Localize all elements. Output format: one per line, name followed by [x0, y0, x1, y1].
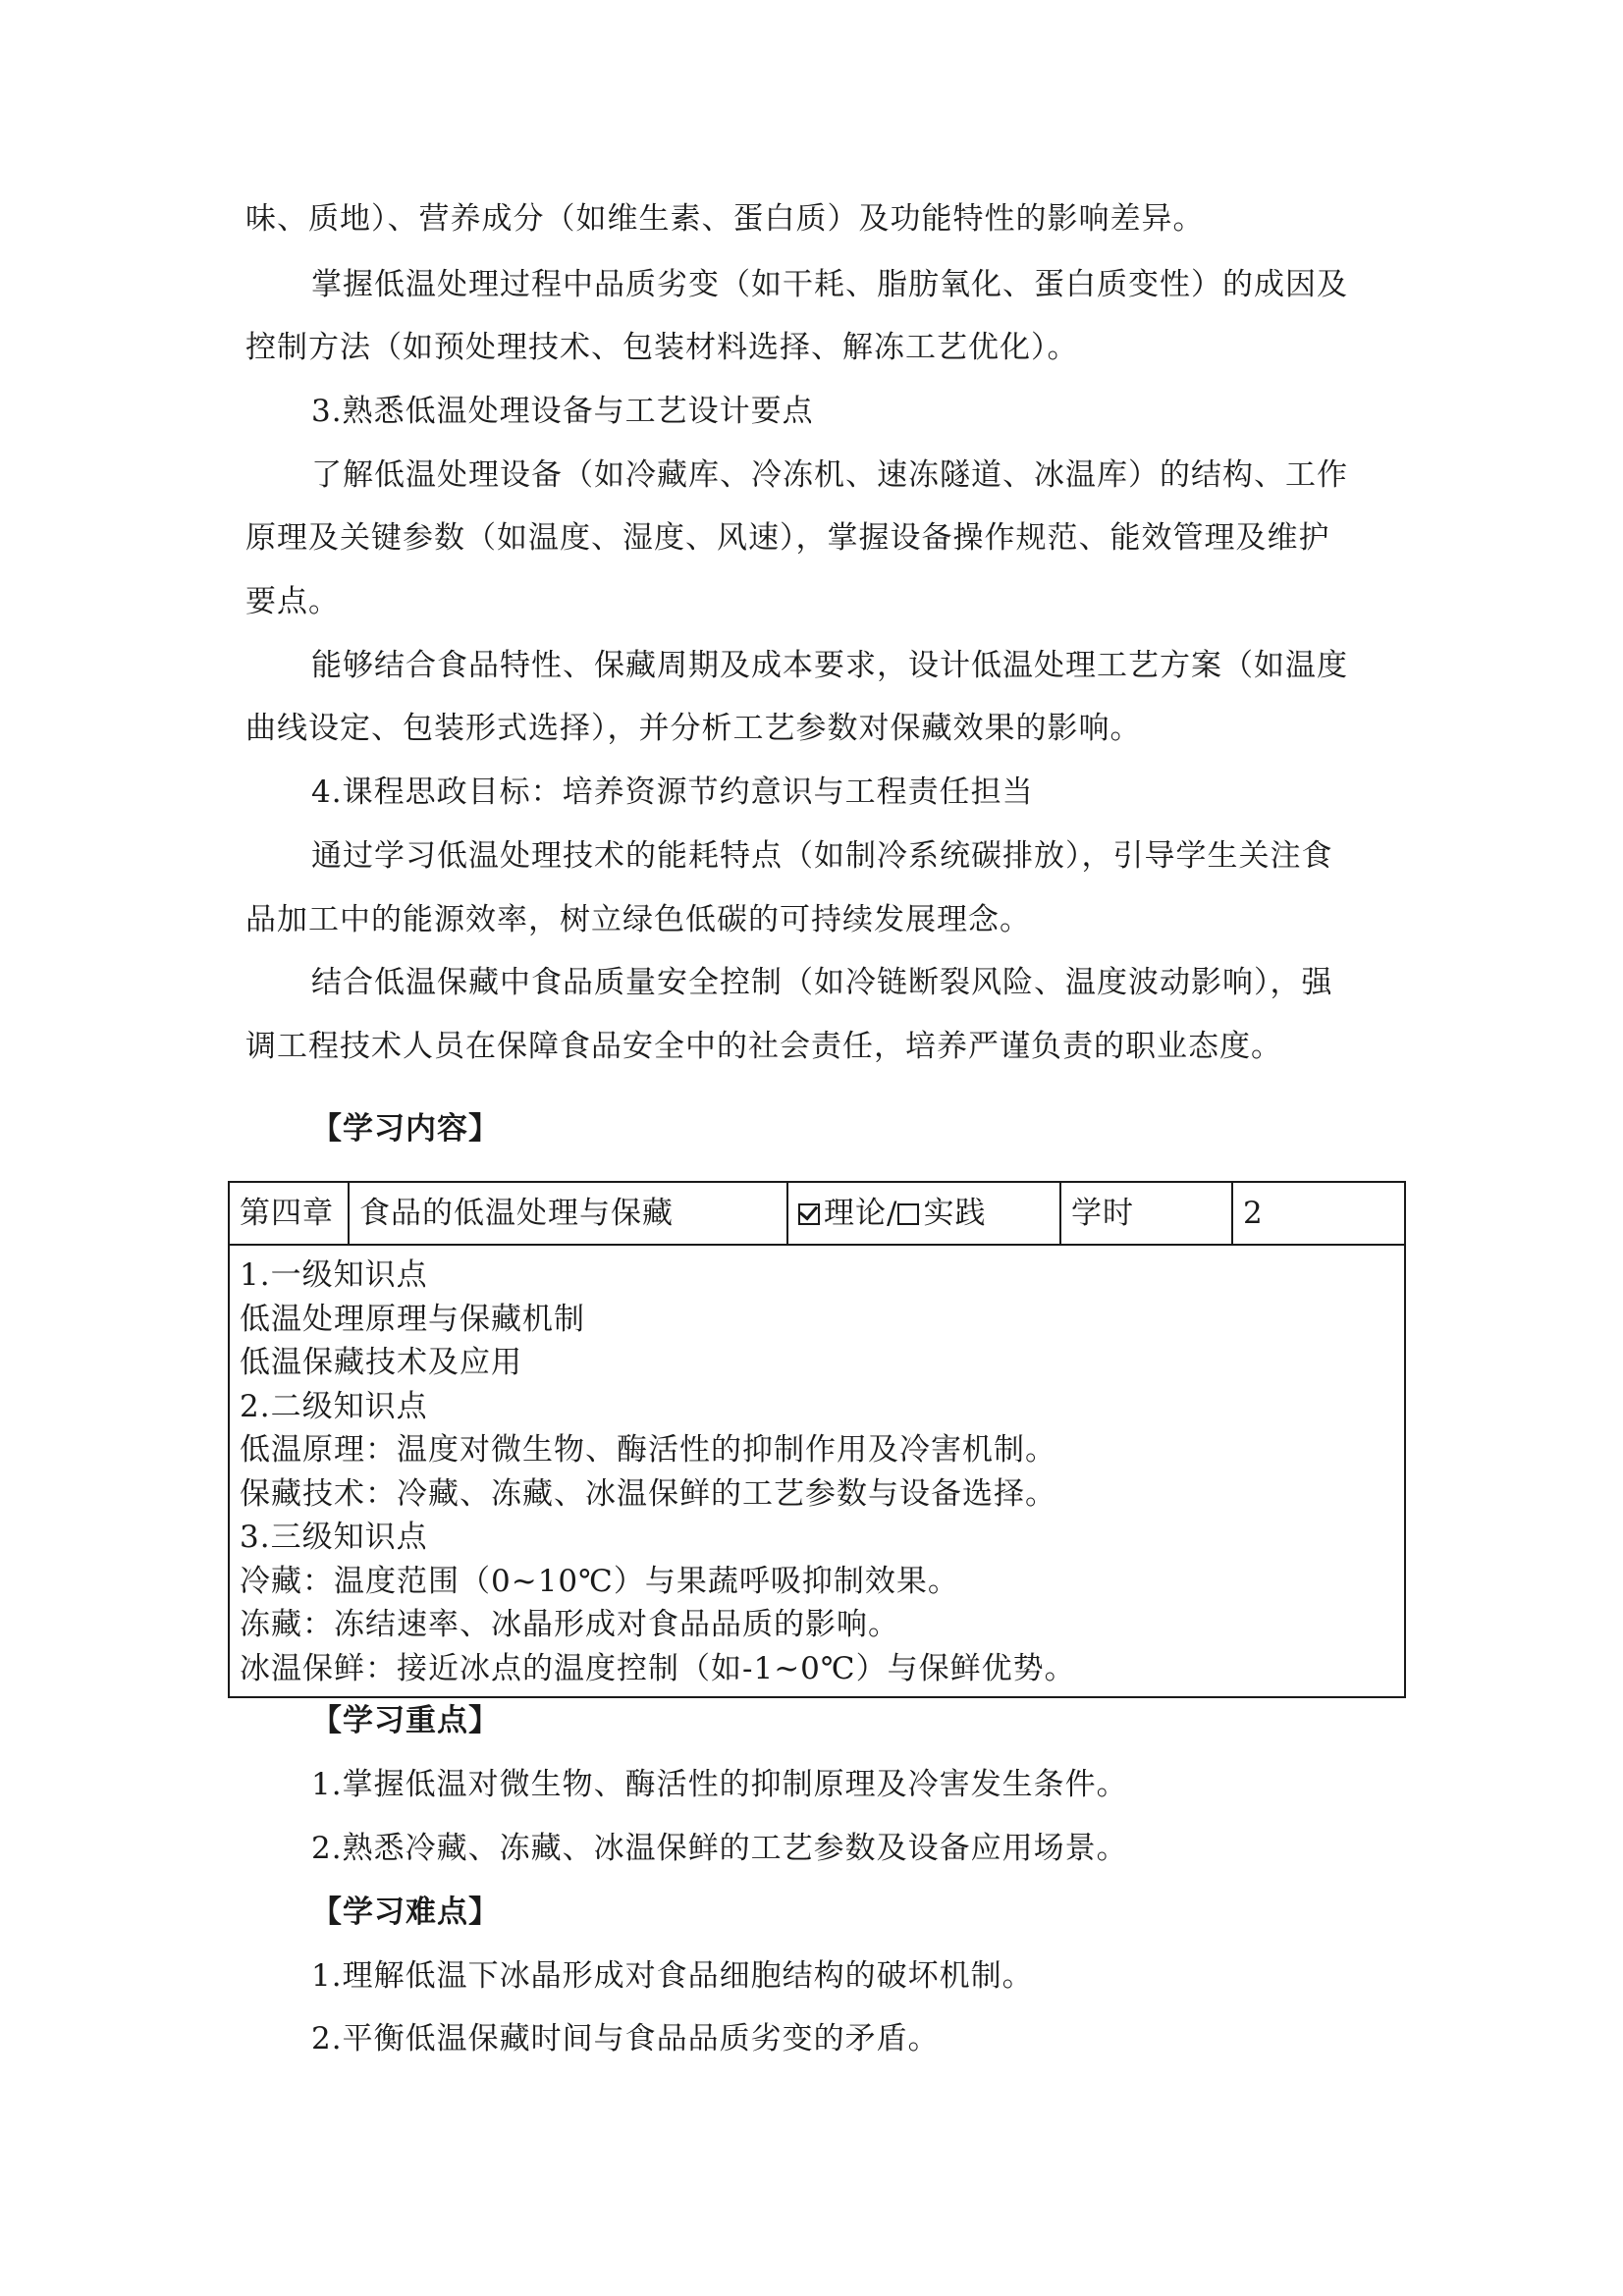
content-line: 保藏技术：冷藏、冻藏、冰温保鲜的工艺参数与设备选择。 — [240, 1475, 1056, 1512]
content-line: 低温原理：温度对微生物、酶活性的抑制作用及冷害机制。 — [240, 1432, 1056, 1468]
content-line: 1.一级知识点 — [240, 1257, 428, 1293]
key-point-item: 2.熟悉冷藏、冻藏、冰温保鲜的工艺参数及设备应用场景。 — [311, 1831, 1128, 1866]
paragraph-line: 原理及关键参数（如温度、湿度、风速），掌握设备操作规范、能效管理及维护 — [245, 520, 1330, 556]
paragraph-line: 通过学习低温处理技术的能耗特点（如制冷系统碳排放），引导学生关注食 — [311, 838, 1333, 874]
table-content-row — [229, 1245, 1405, 1697]
paragraph-line: 结合低温保藏中食品质量安全控制（如冷链断裂风险、温度波动影响），强 — [311, 965, 1333, 1000]
paragraph-line: 调工程技术人员在保障食品安全中的社会责任，培养严谨负责的职业态度。 — [245, 1029, 1282, 1064]
content-line: 3.三级知识点 — [240, 1520, 428, 1555]
checked-box-icon — [798, 1203, 820, 1225]
chapter-cell: 第四章 — [229, 1182, 349, 1245]
practice-label: 实践 — [923, 1196, 987, 1231]
course-table — [228, 1181, 1406, 1698]
table-header-row — [229, 1182, 1405, 1245]
subsection-heading: 4.课程思政目标：培养资源节约意识与工程责任担当 — [311, 774, 1034, 810]
theory-label: 理论/ — [824, 1196, 898, 1231]
paragraph-line: 了解低温处理设备（如冷藏库、冷冻机、速冻隧道、冰温库）的结构、工作 — [311, 457, 1348, 493]
paragraph-line: 要点。 — [245, 584, 340, 619]
paragraph-line: 掌握低温处理过程中品质劣变（如干耗、脂肪氧化、蛋白质变性）的成因及 — [311, 267, 1348, 302]
content-line: 低温处理原理与保藏机制 — [240, 1301, 585, 1337]
difficulty-item: 2.平衡低温保藏时间与食品品质劣变的矛盾。 — [311, 2021, 940, 2056]
type-cell — [787, 1182, 1060, 1245]
content-line: 低温保藏技术及应用 — [240, 1345, 522, 1380]
content-line: 冰温保鲜：接近冰点的温度控制（如-1~0℃）与保鲜优势。 — [240, 1650, 1076, 1686]
chapter-title-cell: 食品的低温处理与保藏 — [349, 1182, 787, 1245]
hours-value-cell: 2 — [1232, 1182, 1405, 1245]
hours-label-cell: 学时 — [1060, 1182, 1232, 1245]
subsection-heading: 3.熟悉低温处理设备与工艺设计要点 — [311, 394, 814, 429]
paragraph-line: 味、质地）、营养成分（如维生素、蛋白质）及功能特性的影响差异。 — [245, 201, 1205, 237]
section-title-key-points: 【学习重点】 — [311, 1703, 500, 1738]
content-line: 冻藏：冻结速率、冰晶形成对食品品质的影响。 — [240, 1607, 899, 1642]
section-title-difficulties: 【学习难点】 — [311, 1895, 500, 1930]
content-cell — [229, 1245, 1405, 1697]
empty-box-icon — [897, 1203, 919, 1225]
paragraph-line: 能够结合食品特性、保藏周期及成本要求，设计低温处理工艺方案（如温度 — [311, 648, 1348, 683]
content-line: 冷藏：温度范围（0~10℃）与果蔬呼吸抑制效果。 — [240, 1563, 959, 1599]
paragraph-line: 曲线设定、包装形式选择），并分析工艺参数对保藏效果的影响。 — [245, 711, 1142, 746]
content-line: 2.二级知识点 — [240, 1388, 428, 1424]
difficulty-item: 1.理解低温下冰晶形成对食品细胞结构的破坏机制。 — [311, 1958, 1034, 1994]
key-point-item: 1.掌握低温对微生物、酶活性的抑制原理及冷害发生条件。 — [311, 1767, 1128, 1802]
paragraph-line: 控制方法（如预处理技术、包装材料选择、解冻工艺优化）。 — [245, 330, 1079, 365]
paragraph-line: 品加工中的能源效率，树立绿色低碳的可持续发展理念。 — [245, 902, 1031, 937]
section-title-content: 【学习内容】 — [311, 1111, 500, 1147]
